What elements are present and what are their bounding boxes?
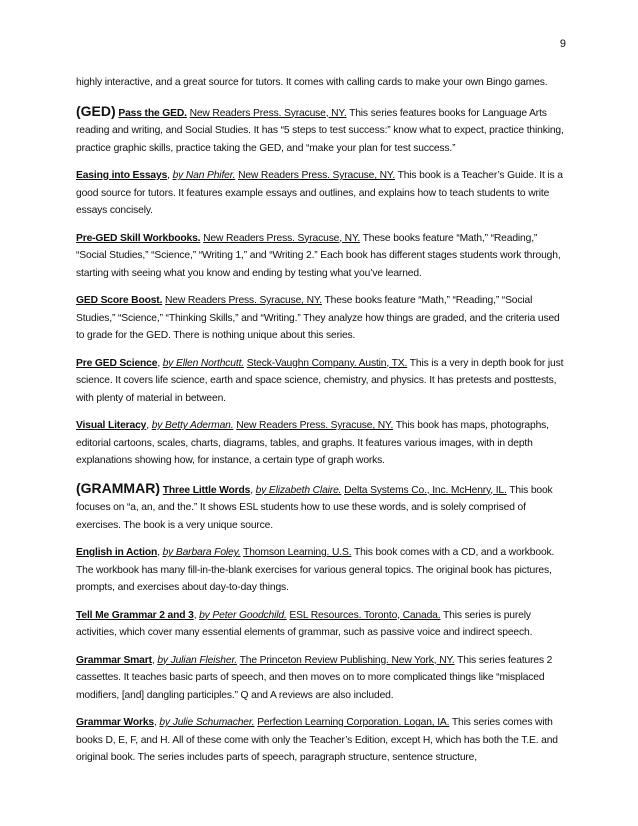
book-author: by Nan Phifer. bbox=[172, 170, 236, 181]
book-title: Pre-GED Skill Workbooks. bbox=[76, 232, 201, 244]
book-publisher: Delta Systems Co., Inc. McHenry, IL. bbox=[344, 484, 507, 496]
book-title: Easing into Essays bbox=[76, 170, 168, 181]
book-publisher: New Readers Press. Syracuse, NY. bbox=[238, 170, 396, 181]
book-description: This book has maps, photographs, editorial cartoons, scales, charts, diagrams, tables, and graphs. It features various images, with in depth explanations showing how, for instance, a certain type of graph works. bbox=[76, 420, 549, 466]
book-author: by Betty Aderman. bbox=[151, 420, 234, 431]
document-body bbox=[76, 74, 568, 777]
book-description: These books feature “Math,” “Reading,” “Social Studies,” “Science,” “Writing 1,” and “Writing 2.” Each book has different stages students work through, starting with seeing what you know and ending by testing what you’ve learned. bbox=[76, 232, 561, 279]
book-publisher: New Readers Press. Syracuse, NY. bbox=[165, 295, 322, 306]
book-publisher: The Princeton Review Publishing. New York, NY. bbox=[239, 654, 455, 666]
book-author: by Elizabeth Claire. bbox=[255, 484, 342, 496]
book-entry bbox=[76, 103, 568, 158]
book-entry: English in Action, by Barbara Foley. Thomson Learning. U.S. This book comes with a CD, and a workbook. The workbook has many fill-in-the-blank exercises for various general topics. The original book has pictures, prompts, and exercises about day-to-day things. bbox=[76, 547, 555, 593]
book-title: Pass the GED. bbox=[118, 107, 187, 119]
book-description: This series comes with books D, E, F, and H. All of these come with only the Teacher’s Edition, except H, which has both the T.E. and original book. The series includes parts of speech, paragraph structure, sentence structure, bbox=[76, 717, 558, 763]
book-entry bbox=[76, 230, 568, 283]
book-title: Tell Me Grammar 2 and 3 bbox=[76, 609, 194, 621]
book-entry bbox=[76, 292, 568, 345]
book-description: This series features books for Language Arts reading and writing, and Social Studies. It has “5 steps to test success:” know what to expect, practice thinking, practice graphic skills, practice taking the GED, and “make your plan for test success.” bbox=[76, 107, 564, 154]
book-publisher: New Readers Press. Syracuse, NY. bbox=[236, 420, 394, 431]
book-entry: (GRAMMAR) Three Little Words, by Elizabeth Claire. Delta Systems Co., Inc. McHenry, IL. This book focuses on “a, an, and the.” It shows ESL students how to use these words, and is solely comprised of exercises. The book is a very unique source. bbox=[76, 479, 553, 531]
book-publisher: New Readers Press. Syracuse, NY. bbox=[203, 232, 361, 244]
book-author: by Barbara Foley. bbox=[162, 547, 241, 558]
book-publisher: Perfection Learning Corporation. Logan, IA. bbox=[257, 717, 450, 728]
book-publisher: ESL Resources. Toronto, Canada. bbox=[289, 609, 441, 621]
section-tag: (GED) bbox=[76, 102, 116, 119]
book-title: English in Action bbox=[76, 547, 158, 558]
page-number: 9 bbox=[559, 38, 566, 50]
book-entry: Grammar Smart, by Julian Fleisher. The Princeton Review Publishing. New York, NY. This series features 2 cassettes. It teaches basic parts of speech, and then moves on to more complicated things like “misplaced modifiers, [and] dangling participles.” Q and A reviews are also included. bbox=[76, 654, 553, 701]
book-description: These books feature “Math,” “Reading,” “Social Studies,” “Science,” “Thinking Skills,” and “Writing.” They analyze how things are graded, and the criteria used to grade for the GED. There is nothing unique about this series. bbox=[76, 295, 560, 341]
book-publisher: New Readers Press. Syracuse, NY. bbox=[189, 107, 347, 119]
book-entry: Pre GED Science, by Ellen Northcutt. Steck-Vaughn Company. Austin, TX. This is a very in depth book for just science. It covers life science, earth and space science, chemistry, and physics. It has pretests and posttests, with plenty of material in between. bbox=[76, 357, 564, 404]
book-title: Pre GED Science bbox=[76, 357, 158, 369]
book-author: by Ellen Northcutt. bbox=[162, 357, 245, 369]
book-entry: Grammar Works, by Julie Schumacher. Perfection Learning Corporation. Logan, IA. This series comes with books D, E, F, and H. All of these come with only the Teacher’s Edition, except H, which has both the T.E. and original book. The series includes parts of speech, paragraph structure, sentence structure, bbox=[76, 717, 558, 763]
book-description: This book focuses on “a, an, and the.” It shows ESL students how to use these words, and is solely comprised of exercises. The book is a very unique source. bbox=[76, 484, 553, 531]
book-entry: Easing into Essays, by Nan Phifer. New Readers Press. Syracuse, NY. This book is a Teacher’s Guide. It is a good source for tutors. It features example essays and outlines, and explains how to teach students to write essays concisely. bbox=[76, 170, 563, 216]
resource-list bbox=[76, 103, 568, 767]
section-tag: (GRAMMAR) bbox=[76, 479, 160, 496]
book-description: This book comes with a CD, and a workbook. The workbook has many fill-in-the-blank exercises for various general topics. The original book has pictures, prompts, and exercises about day-to-day things. bbox=[76, 547, 555, 593]
book-author: by Julie Schumacher. bbox=[159, 717, 255, 728]
book-title: Grammar Works bbox=[76, 717, 154, 728]
book-description: This book is a Teacher’s Guide. It is a good source for tutors. It features example essays and outlines, and explains how to teach students to write essays concisely. bbox=[76, 170, 563, 216]
book-description: This is a very in depth book for just science. It covers life science, earth and space science, chemistry, and physics. It has pretests and posttests, with plenty of material in between. bbox=[76, 357, 564, 404]
book-author: by Peter Goodchild. bbox=[199, 609, 287, 621]
book-title: GED Score Boost. bbox=[76, 295, 163, 306]
book-entry: Tell Me Grammar 2 and 3, by Peter Goodchild. ESL Resources. Toronto, Canada. This series is purely activities, which cover many essential elements of grammar, such as passive voice and indirect speech. bbox=[76, 609, 533, 638]
intro-text: highly interactive, and a great source for tutors. It comes with calling cards to make your own Bingo games. bbox=[76, 77, 548, 88]
book-title: Grammar Smart bbox=[76, 654, 152, 666]
book-description: This series is purely activities, which cover many essential elements of grammar, such as passive voice and indirect speech. bbox=[76, 609, 533, 638]
book-author: by Julian Fleisher. bbox=[157, 654, 238, 666]
book-title: Three Little Words bbox=[162, 484, 251, 496]
book-publisher: Steck-Vaughn Company. Austin, TX. bbox=[246, 357, 408, 369]
book-description: This series features 2 cassettes. It teaches basic parts of speech, and then moves on to more complicated things like “misplaced modifiers, [and] dangling participles.” Q and A reviews are also included. bbox=[76, 654, 553, 701]
book-entry: Visual Literacy, by Betty Aderman. New Readers Press. Syracuse, NY. This book has maps, photographs, editorial cartoons, scales, charts, diagrams, tables, and graphs. It features various images, with in depth explanations showing how, for instance, a certain type of graph works. bbox=[76, 420, 549, 466]
book-publisher: Thomson Learning. U.S. bbox=[243, 547, 352, 558]
book-title: Visual Literacy bbox=[76, 420, 147, 431]
